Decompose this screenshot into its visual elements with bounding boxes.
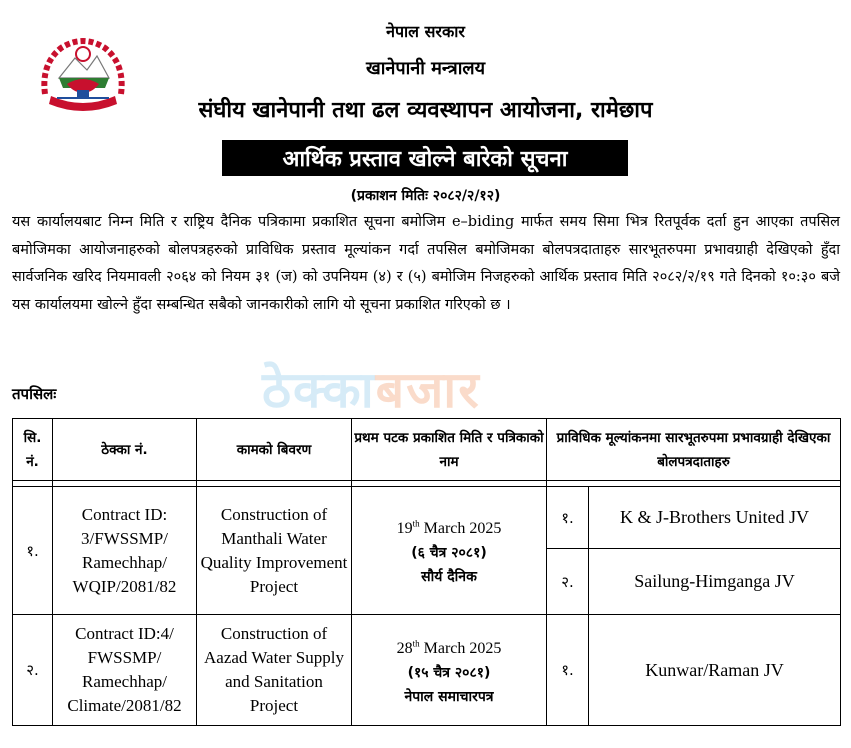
row-sn: १.: [13, 487, 53, 615]
notice-banner: आर्थिक प्रस्ताव खोल्ने बारेको सूचना: [222, 140, 628, 176]
publish-date: (प्रकाशन मितिः २०८२/२/१२): [350, 188, 501, 204]
pub-day: 19: [396, 520, 413, 538]
header-publication: प्रथम पटक प्रकाशित मिति र पत्रिकाको नाम: [352, 419, 547, 481]
tapsil-label: तपसिलः: [12, 385, 57, 403]
pub-day: 28: [396, 639, 413, 657]
row-sn: २.: [13, 615, 53, 726]
watermark-part1: ठेक्का: [262, 361, 376, 419]
table-header-row: [13, 419, 841, 481]
header-description: कामको बिवरण: [197, 419, 352, 481]
project-title: संघीय खानेपानी तथा ढल व्यवस्थापन आयोजना, रामेछाप: [198, 98, 653, 123]
row-publication: [352, 615, 547, 726]
pub-month-year: March 2025: [419, 639, 502, 657]
newspaper-name: नेपाल समाचारपत्र: [404, 688, 494, 705]
header-sn: सि. नं.: [13, 419, 53, 481]
row-publication: [352, 487, 547, 615]
table-row: [13, 615, 841, 726]
row-contract-id: Contract ID:4/ FWSSMP/ Ramechhap/ Climate/2081/82: [53, 615, 197, 726]
pub-nepali-date: (१५ चैत्र २०८१): [407, 664, 491, 681]
row-description: Construction of Manthali Water Quality Improvement Project: [197, 487, 352, 615]
bidder-sn: १.: [547, 615, 589, 726]
row-contract-id: Contract ID: 3/FWSSMP/ Ramechhap/ WQIP/2081/82: [53, 487, 197, 615]
pub-month-year: March 2025: [419, 520, 502, 538]
row-description: Construction of Aazad Water Supply and Sanitation Project: [197, 615, 352, 726]
ministry-title: खानेपानी मन्त्रालय: [365, 58, 486, 79]
table-row: [13, 487, 841, 549]
bidder-name: Kunwar/Raman JV: [589, 615, 841, 726]
bidder-sn: १.: [547, 487, 589, 549]
bidders-table: [12, 418, 841, 726]
bidder-sn: २.: [547, 549, 589, 615]
watermark-part2: बजार: [375, 361, 481, 419]
newspaper-name: सौर्य दैनिक: [421, 569, 477, 586]
header-contract: ठेक्का नं.: [53, 419, 197, 481]
pub-nepali-date: (६ चैत्र २०८१): [411, 545, 487, 562]
notice-body: यस कार्यालयबाट निम्न मिति र राष्ट्रिय दैनिक पत्रिकामा प्रकाशित सूचना बमोजिम e–biding मार्फत समय सिमा भित्र रितपूर्वक दर्ता हुन आएका तपसिल बमोजिमका आयोजनाहरुको बोलपत्रहरुको प्राविधिक प्रस्ताव मूल्यांकन गर्दा तपसिल बमोजिमका बोलपत्रदाताहरु सारभूतरुपमा प्रभावग्राही देखिएको हुँदा सार्वजनिक खरिद नियमावली २०६४ को नियम ३१ (ज) को उपनियम (४) र (५) बमोजिम निजहरुको आर्थिक प्रस्ताव मिति २०८२/२/१९ गते दिनको १०:३० बजे यस कार्यालयमा खोल्ने हुँदा सम्बन्धित सबैको जानकारीको लागि यो सूचना प्रकाशित गरिएको छ ।: [12, 214, 840, 313]
watermark: [262, 354, 481, 422]
bidder-name: K & J-Brothers United JV: [589, 487, 841, 549]
pub-day-suffix: th: [412, 518, 420, 529]
pub-day-suffix: th: [412, 638, 420, 649]
bidder-name: Sailung-Himganga JV: [589, 549, 841, 615]
header-bidders: प्राविधिक मूल्यांकनमा सारभूतरुपमा प्रभावग्राही देखिएका बोलपत्रदाताहरु: [547, 419, 841, 481]
government-title: नेपाल सरकार: [386, 22, 465, 41]
